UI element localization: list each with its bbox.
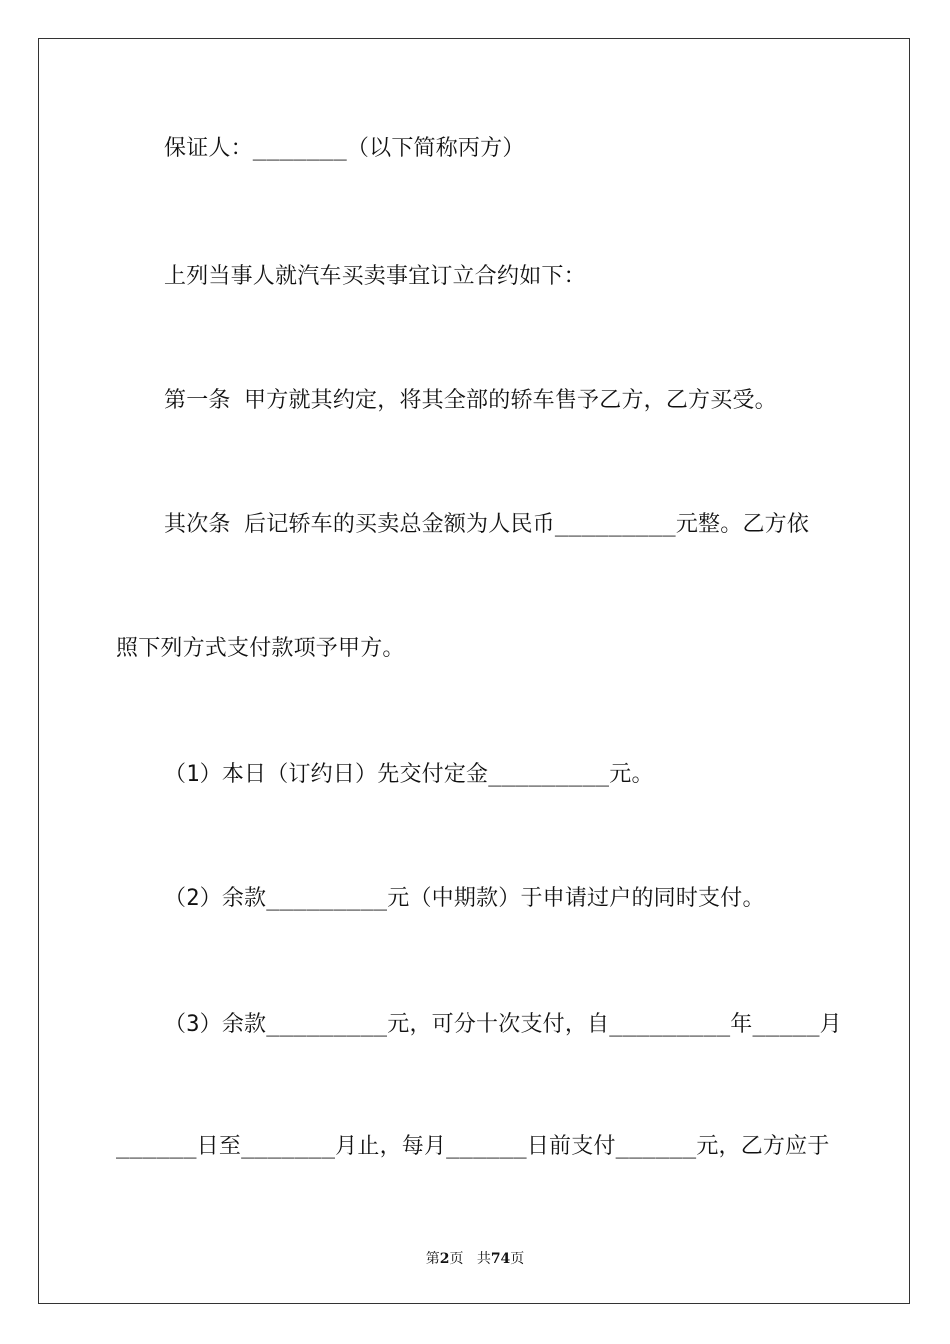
preamble-line: 上列当事人就汽车买卖事宜订立合约如下： xyxy=(164,264,586,289)
payment-item-2: （2）余款_________元（中期款）于申请过户的同时支付。 xyxy=(164,886,765,911)
payment-item-3-line-2: ______日至_______月止，每月______日前支付______元，乙方应于 xyxy=(116,1134,830,1159)
footer-total-pages: 74 xyxy=(490,1251,511,1267)
footer-total-suffix: 页 xyxy=(510,1251,525,1267)
footer-page-number: 2 xyxy=(439,1251,450,1267)
payment-item-1: （1）本日（订约日）先交付定金_________元。 xyxy=(164,762,654,787)
footer-page-prefix: 第 xyxy=(425,1251,440,1267)
page-border xyxy=(38,38,910,1304)
article-2-line-2: 照下列方式支付款项予甲方。 xyxy=(116,636,405,661)
footer-page-suffix: 页 xyxy=(449,1251,464,1267)
footer-total-prefix: 共 xyxy=(476,1251,491,1267)
article-2-line-1: 其次条 后记轿车的买卖总金额为人民币_________元整。乙方依 xyxy=(164,512,810,537)
page-footer xyxy=(0,1248,950,1268)
article-1-line: 第一条 甲方就其约定，将其全部的轿车售予乙方，乙方买受。 xyxy=(164,388,777,413)
payment-item-3-line-1: （3）余款_________元，可分十次支付，自_________年_____月 xyxy=(164,1012,842,1037)
guarantor-line: 保证人：_______（以下简称丙方） xyxy=(164,136,525,161)
